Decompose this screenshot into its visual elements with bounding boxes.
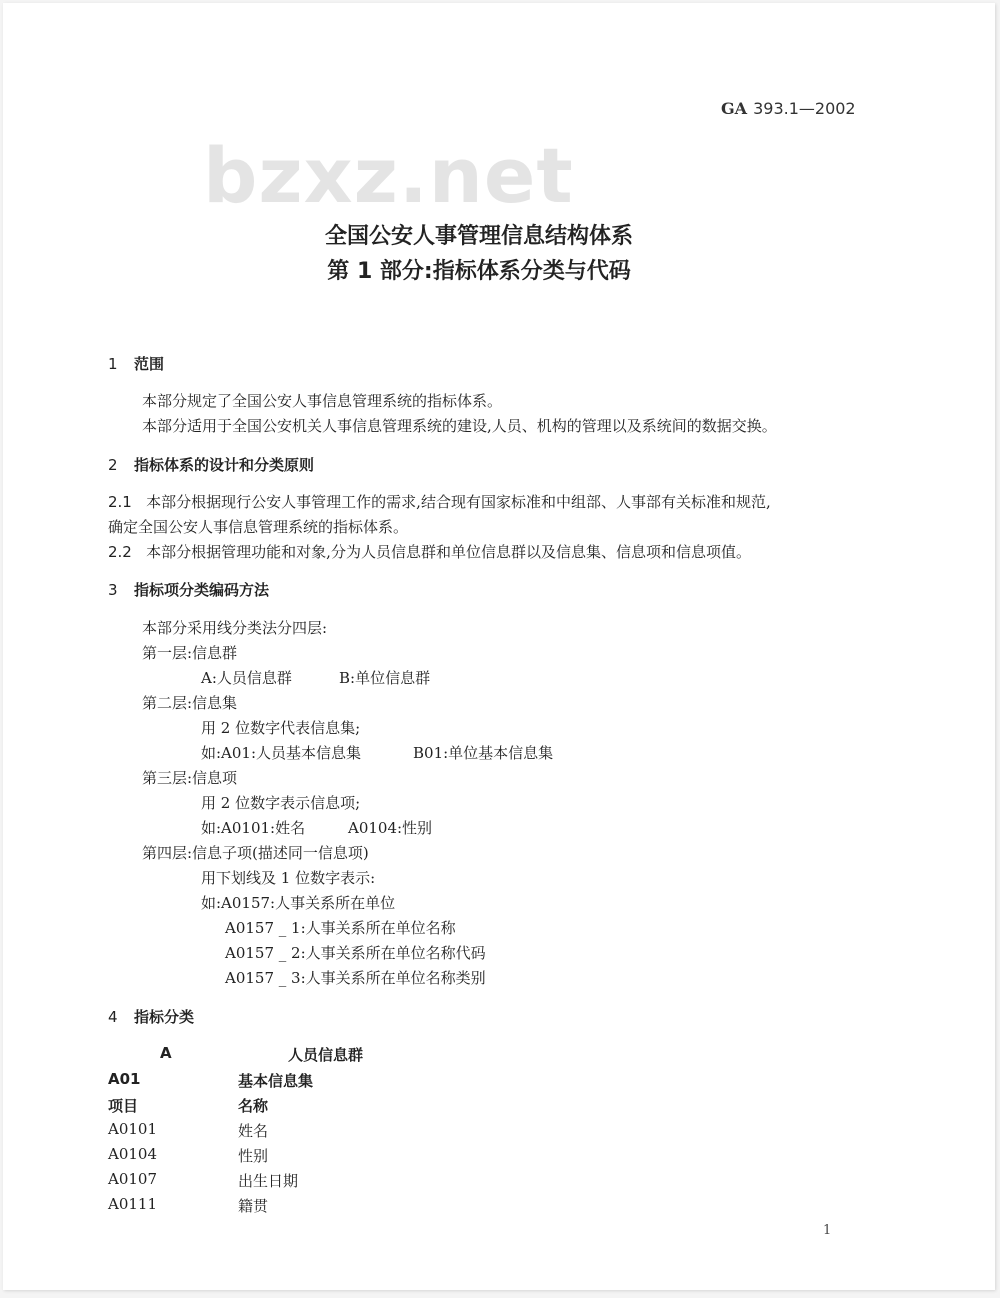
standard-number xyxy=(721,99,856,118)
section-2-heading xyxy=(108,454,314,475)
section-4-title: 指标分类 xyxy=(134,1008,195,1026)
clause-2-2-number: 2.2 xyxy=(108,543,132,561)
standard-code: 393.1—2002 xyxy=(753,99,856,118)
layer-3-example-a: 如:A0101:姓名 xyxy=(201,819,306,837)
layer-3-desc: 用 2 位数字表示信息项; xyxy=(201,794,361,812)
layer-2-desc: 用 2 位数字代表信息集; xyxy=(201,719,361,737)
layer-4-example-1: A0157 _ 1:人事关系所在单位名称 xyxy=(225,919,456,937)
watermark: bzxz.net xyxy=(203,131,574,220)
layer-3-example-b: A0104:性别 xyxy=(348,819,433,837)
table-row-name: 姓名 xyxy=(238,1122,269,1140)
section-4-heading xyxy=(108,1006,194,1027)
clause-2-2-text: 本部分根据管理功能和对象,分为人员信息群和单位信息群以及信息集、信息项和信息项值。 xyxy=(146,543,751,561)
section-1-heading xyxy=(108,353,164,374)
section-3-title: 指标项分类编码方法 xyxy=(134,581,270,599)
doc-title-line1: 全国公安人事管理信息结构体系 xyxy=(324,224,633,249)
section-1-para-2: 本部分适用于全国公安机关人事信息管理系统的建设,人员、机构的管理以及系统间的数据交换。 xyxy=(142,417,777,435)
section-2-number: 2 xyxy=(108,456,118,474)
section-3-heading xyxy=(108,579,269,600)
table-row-code: A0111 xyxy=(108,1195,158,1213)
column-header-name: 名称 xyxy=(238,1097,269,1115)
clause-2-1-number: 2.1 xyxy=(108,493,132,511)
table-row-name: 出生日期 xyxy=(238,1172,299,1190)
group-code: A xyxy=(160,1044,172,1062)
layer-1-b: B:单位信息群 xyxy=(339,669,431,687)
layer-2: 第二层:信息集 xyxy=(142,694,238,712)
doc-title-line2: 第 1 部分:指标体系分类与代码 xyxy=(327,259,631,284)
layer-2-example-a: 如:A01:人员基本信息集 xyxy=(201,744,362,762)
section-1-para-1: 本部分规定了全国公安人事信息管理系统的指标体系。 xyxy=(142,392,503,410)
clause-2-1-line1 xyxy=(108,491,771,512)
layer-2-example-b: B01:单位基本信息集 xyxy=(413,744,554,762)
clause-2-2 xyxy=(108,541,751,562)
section-3-intro: 本部分采用线分类法分四层: xyxy=(142,619,328,637)
layer-4-desc: 用下划线及 1 位数字表示: xyxy=(201,869,376,887)
set-code: A01 xyxy=(108,1070,141,1088)
table-row-name: 籍贯 xyxy=(238,1197,269,1215)
layer-4: 第四层:信息子项(描述同一信息项) xyxy=(142,844,369,862)
document-page xyxy=(3,3,995,1290)
layer-1: 第一层:信息群 xyxy=(142,644,238,662)
layer-4-example: 如:A0157:人事关系所在单位 xyxy=(201,894,396,912)
set-name: 基本信息集 xyxy=(238,1072,314,1090)
column-header-item: 项目 xyxy=(108,1097,139,1115)
clause-2-1-line2: 确定全国公安人事信息管理系统的指标体系。 xyxy=(108,518,409,536)
page-number: 1 xyxy=(823,1223,832,1238)
section-2-title: 指标体系的设计和分类原则 xyxy=(134,456,315,474)
table-row-code: A0101 xyxy=(108,1120,158,1138)
table-row-name: 性别 xyxy=(238,1147,269,1165)
section-3-number: 3 xyxy=(108,581,118,599)
layer-4-example-2: A0157 _ 2:人事关系所在单位名称代码 xyxy=(225,944,486,962)
clause-2-1-text: 本部分根据现行公安人事管理工作的需求,结合现有国家标准和中组部、人事部有关标准和规范, xyxy=(146,493,771,511)
layer-1-a: A:人员信息群 xyxy=(201,669,292,687)
table-row-code: A0104 xyxy=(108,1145,158,1163)
table-row-code: A0107 xyxy=(108,1170,158,1188)
standard-prefix: GA xyxy=(721,99,748,118)
section-1-title: 范围 xyxy=(134,355,165,373)
layer-4-example-3: A0157 _ 3:人事关系所在单位名称类别 xyxy=(225,969,486,987)
layer-3: 第三层:信息项 xyxy=(142,769,238,787)
section-1-number: 1 xyxy=(108,355,118,373)
group-name: 人员信息群 xyxy=(288,1046,364,1064)
section-4-number: 4 xyxy=(108,1008,118,1026)
